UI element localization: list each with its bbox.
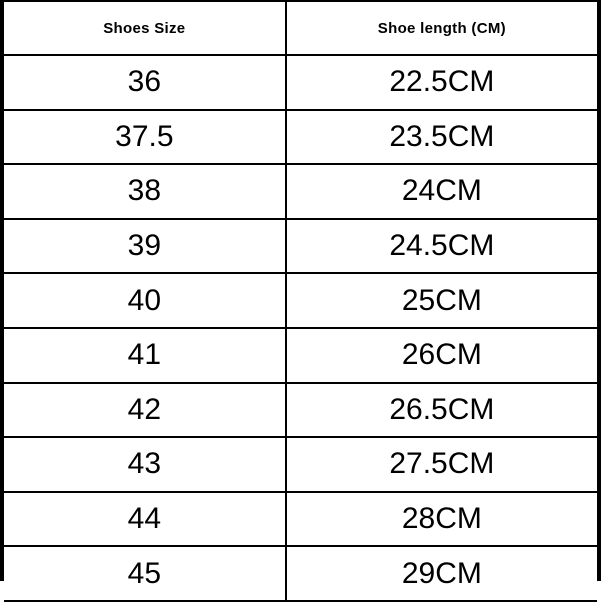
table-row bbox=[4, 219, 597, 274]
cell-shoes-size: 39 bbox=[4, 219, 286, 274]
header-row bbox=[4, 1, 597, 55]
header-shoes-size: Shoes Size bbox=[4, 1, 286, 55]
shoe-size-table bbox=[4, 0, 597, 602]
cell-shoes-size: 45 bbox=[4, 546, 286, 601]
table-row bbox=[4, 55, 597, 110]
cell-shoe-length: 27.5CM bbox=[286, 437, 597, 492]
table-row bbox=[4, 273, 597, 328]
cell-shoes-size: 44 bbox=[4, 492, 286, 547]
cell-shoe-length: 28CM bbox=[286, 492, 597, 547]
cell-shoes-size: 42 bbox=[4, 383, 286, 438]
cell-shoe-length: 26.5CM bbox=[286, 383, 597, 438]
cell-shoe-length: 24CM bbox=[286, 164, 597, 219]
cell-shoe-length: 29CM bbox=[286, 546, 597, 601]
cell-shoes-size: 38 bbox=[4, 164, 286, 219]
cell-shoes-size: 40 bbox=[4, 273, 286, 328]
cell-shoes-size: 41 bbox=[4, 328, 286, 383]
cell-shoes-size: 36 bbox=[4, 55, 286, 110]
cell-shoe-length: 23.5CM bbox=[286, 110, 597, 165]
table-row bbox=[4, 328, 597, 383]
cell-shoe-length: 25CM bbox=[286, 273, 597, 328]
cell-shoes-size: 37.5 bbox=[4, 110, 286, 165]
table-row bbox=[4, 492, 597, 547]
cell-shoe-length: 26CM bbox=[286, 328, 597, 383]
table-header bbox=[4, 1, 597, 55]
header-shoe-length: Shoe length (CM) bbox=[286, 1, 597, 55]
table-row bbox=[4, 437, 597, 492]
cell-shoe-length: 22.5CM bbox=[286, 55, 597, 110]
cell-shoes-size: 43 bbox=[4, 437, 286, 492]
cell-shoe-length: 24.5CM bbox=[286, 219, 597, 274]
table-body bbox=[4, 55, 597, 601]
table-row bbox=[4, 383, 597, 438]
table-row bbox=[4, 110, 597, 165]
table-row bbox=[4, 164, 597, 219]
table-row bbox=[4, 546, 597, 601]
